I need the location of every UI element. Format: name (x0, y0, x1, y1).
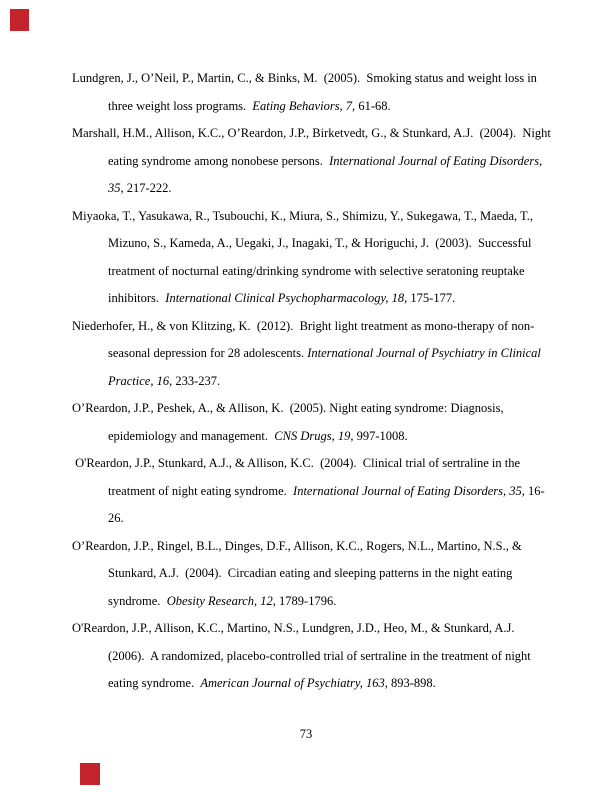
references-list (72, 65, 572, 698)
reference-line (72, 395, 572, 423)
reference-text: Marshall, H.M., Allison, K.C., O’Reardon, J.P., Birketvedt, G., & Stunkard, A.J. (2004). Night (72, 126, 551, 140)
reference-line (72, 340, 572, 368)
red-annotation-box-bottom-left (80, 763, 100, 785)
reference-line (72, 313, 572, 341)
journal-italic-text: 35, (108, 181, 124, 195)
reference-text: 16- (524, 483, 545, 498)
reference-text: treatment of night eating syndrome. (108, 483, 294, 498)
reference-text: 233-237. (172, 373, 221, 388)
journal-italic-text: Eating Behaviors, 7, (252, 98, 356, 113)
reference-text: O’Reardon, J.P., Ringel, B.L., Dinges, D.F., Allison, K.C., Rogers, N.L., Martino, N.S., & (72, 538, 522, 553)
reference-text: treatment of nocturnal eating/drinking syndrome with selective seratoning reuptake (108, 263, 525, 278)
journal-italic-text: Obesity Research, 12 (166, 593, 273, 608)
reference-text: 997-1008. (353, 428, 408, 443)
reference-line (72, 368, 572, 396)
reference-text: Mizuno, S., Kameda, A., Uegaki, J., Inagaki, T., & Horiguchi, J. (2003). Successful (108, 236, 532, 250)
reference-line (72, 175, 572, 203)
reference-text: eating syndrome. (108, 676, 201, 690)
journal-italic-text: Practice, 16, (108, 373, 173, 388)
reference-text: seasonal depression for 28 adolescents. (108, 346, 308, 360)
reference-entry (72, 450, 572, 533)
reference-line (72, 670, 572, 698)
journal-italic-text: American Journal of Psychiatry, 163, (200, 676, 388, 690)
reference-text: Miyaoka, T., Yasukawa, R., Tsubouchi, K., Miura, S., Shimizu, Y., Sukegawa, T., Maeda, T., (72, 208, 534, 223)
reference-line (72, 533, 572, 561)
reference-text: 61-68. (355, 98, 391, 113)
reference-text: Niederhofer, H., & von Klitzing, K. (2012). Bright light treatment as mono-therapy of non- (72, 318, 535, 333)
reference-text: inhibitors. (108, 291, 166, 305)
reference-line (72, 203, 572, 231)
journal-italic-text: International Clinical Psychopharmacology, 18, (165, 291, 408, 305)
journal-italic-text: International Journal of Eating Disorders, (329, 153, 543, 168)
reference-line (72, 560, 572, 588)
reference-line (72, 643, 572, 671)
reference-text: 217-222. (123, 181, 172, 195)
reference-text: 175-177. (407, 291, 456, 305)
reference-entry (72, 313, 572, 396)
journal-italic-text: International Journal of Eating Disorders, 35, (293, 483, 525, 498)
reference-entry (72, 395, 572, 450)
reference-text: 893-898. (387, 676, 436, 690)
reference-line (72, 258, 572, 286)
reference-text: epidemiology and management. (108, 428, 275, 443)
journal-italic-text: CNS Drugs, 19, (274, 428, 354, 443)
reference-line (72, 588, 572, 616)
reference-text: , 1789-1796. (272, 593, 337, 608)
reference-entry (72, 120, 572, 203)
red-annotation-box-top-left (10, 9, 29, 31)
page-number: 73 (299, 727, 313, 741)
reference-line (72, 65, 572, 93)
reference-line (72, 505, 572, 533)
reference-line (72, 120, 572, 148)
reference-line (72, 450, 572, 478)
reference-line (72, 478, 572, 506)
reference-line (72, 93, 572, 121)
reference-entry (72, 615, 572, 698)
reference-text: O’Reardon, J.P., Peshek, A., & Allison, K. (2005). Night eating syndrome: Diagnosis, (72, 401, 504, 415)
reference-text: O'Reardon, J.P., Stunkard, A.J., & Allison, K.C. (2004). Clinical trial of sertraline in the (72, 456, 521, 470)
reference-text: eating syndrome among nonobese persons. (108, 153, 330, 168)
reference-entry (72, 533, 572, 616)
reference-text: Stunkard, A.J. (2004). Circadian eating and sleeping patterns in the night eating (108, 566, 513, 580)
reference-text: 26. (108, 511, 124, 525)
reference-text: syndrome. (108, 593, 167, 608)
reference-line (72, 148, 572, 176)
reference-line (72, 615, 572, 643)
journal-italic-text: International Journal of Psychiatry in Clinical (307, 346, 541, 360)
reference-entry (72, 203, 572, 313)
reference-text: three weight loss programs. (108, 98, 253, 113)
reference-line (72, 230, 572, 258)
reference-text: O'Reardon, J.P., Allison, K.C., Martino, N.S., Lundgren, J.D., Heo, M., & Stunkard, A.J. (72, 621, 515, 635)
reference-entry (72, 65, 572, 120)
reference-text: Lundgren, J., O’Neil, P., Martin, C., & Binks, M. (2005). Smoking status and weight loss in (72, 71, 537, 85)
reference-line (72, 423, 572, 451)
reference-text: (2006). A randomized, placebo-controlled trial of sertraline in the treatment of night (108, 648, 531, 663)
reference-line (72, 285, 572, 313)
